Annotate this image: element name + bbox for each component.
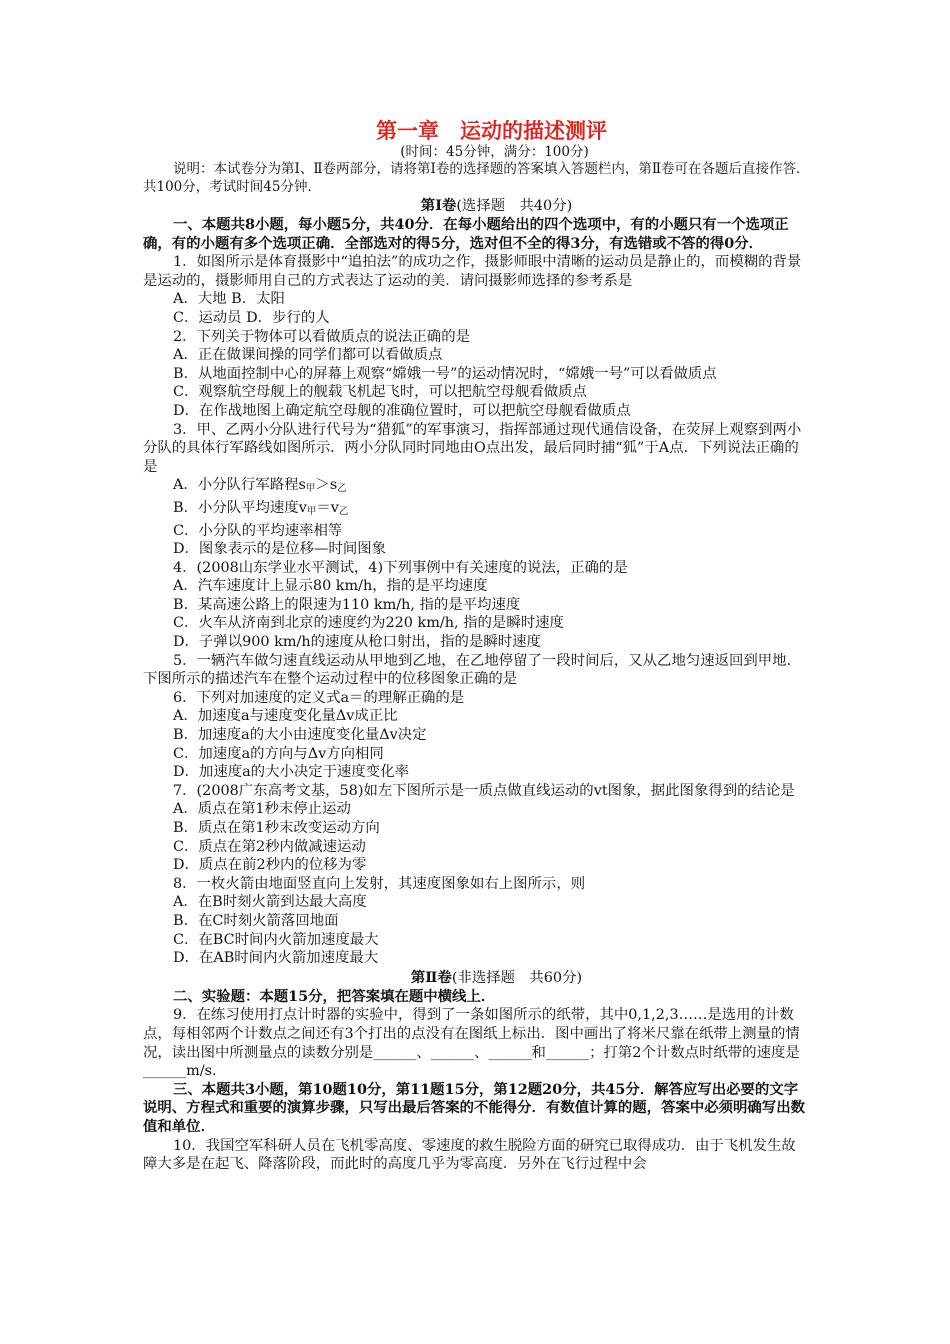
q6-option-b: B．加速度a的大小由速度变化量Δv决定	[173, 727, 427, 744]
q3-option-a: A．小分队行军路程$s_甲>s_乙$	[173, 477, 347, 495]
q10-text: 10．我国空军科研人员在飞机零高度、零速度的救生脱险方面的研究已取得成功．由于飞机发生故障大多是在起飞、降落阶段，而此时的高度几乎为零高度．另外在飞行过程中会	[143, 1137, 796, 1173]
q1-options-ab: A．大地 B．太阳	[173, 291, 285, 308]
q7-option-d: D．质点在前2秒内的位移为零	[173, 857, 367, 874]
q3-option-b: B．小分队平均速度$v_甲=v_乙$	[173, 499, 349, 517]
q4-stem: 4．(2008山东学业水平测试，4)下列事例中有关速度的说法，正确的是	[173, 559, 628, 576]
q7-option-b: B．质点在第1秒末改变运动方向	[173, 820, 380, 836]
part2-heading: 第Ⅱ卷(非选择题 共60分)	[410, 968, 583, 986]
q7-stem: 7．(2008广东高考文基，58)如左下图所示是一质点做直线运动的vt图象，据此图象得到的结论是	[173, 782, 795, 799]
q9-text: 9．在练习使用打点计时器的实验中，得到了一条如图所示的纸带，其中0,1,2,3……是选用的计数点，每相邻两个计数点之间还有3个打出的点没有在图纸上标出．图中画出了将米尺靠在纸带上测量的情况，读出图中所测量点的读数分别是______、______、______和______；打第2个计数点时纸带的速度是______m/s.	[143, 1007, 800, 1080]
q8-option-b: B．在C时刻火箭落回地面	[173, 912, 339, 929]
q7-option-a: A．质点在第1秒末停止运动	[173, 801, 351, 818]
q2-stem: 2．下列关于物体可以看做质点的说法正确的是	[173, 328, 470, 345]
q4-option-d: D．子弹以900 km/h的速度从枪口射出，指的是瞬时速度	[173, 634, 541, 651]
q3-option-d: D．图象表示的是位移—时间图象	[173, 541, 387, 558]
q1-options-cd: C．运动员 D．步行的人	[173, 309, 330, 326]
q3-option-c: C．小分队的平均速率相等	[173, 522, 343, 539]
q7-option-c: C．质点在第2秒内做减速运动	[173, 838, 366, 855]
part1-instructions: 一、本题共8小题，每小题5分，共40分．在每小题给出的四个选项中，有的小题只有一个选项正确，有的小题有多个选项正确．全部选对的得5分，选对但不全的得3分，有选错或不答的得0分．	[143, 216, 789, 252]
q8-option-a: A．在B时刻火箭到达最大高度	[173, 894, 367, 911]
q8-option-d: D．在AB时间内火箭加速度最大	[173, 950, 379, 967]
q2-option-d: D．在作战地图上确定航空母舰的准确位置时，可以把航空母舰看做质点	[173, 402, 631, 419]
q2-option-a: A．正在做课间操的同学们都可以看做质点	[173, 347, 443, 364]
q6-stem: 6．下列对加速度的定义式a＝的理解正确的是	[173, 689, 465, 706]
exam-meta: (时间：45分钟，满分：100分)	[400, 144, 589, 160]
q4-option-b: B．某高速公路上的限速为110 km/h, 指的是平均速度	[173, 596, 521, 613]
section2-heading: 二、实验题：本题15分，把答案填在题中横线上．	[173, 987, 496, 1005]
q1-stem: 1．如图所示是体育摄影中“追拍法”的成功之作，摄影师眼中清晰的运动员是静止的，而模糊的背景是运动的，摄影师用自己的方式表达了运动的美．请问摄影师选择的参考系是	[143, 254, 802, 289]
q4-option-a: A．汽车速度计上显示80 km/h，指的是平均速度	[173, 578, 488, 595]
q3-stem: 3．甲、乙两小分队进行代号为“猎狐”的军事演习，指挥部通过现代通信设备，在荧屏上观察到两小分队的具体行军路线如图所示．两小分队同时同地由O点出发，最后同时捕“狐”于A点．下列说法正确的是	[143, 421, 802, 475]
section3-heading: 三、本题共3小题，第10题10分，第11题15分，第12题20分，共45分．解答应写出必要的文字说明、方程式和重要的演算步骤，只写出最后答案的不能得分．有数值计算的题，答案中必须明确写出数值和单位．	[143, 1080, 805, 1135]
q8-option-c: C．在BC时间内火箭加速度最大	[173, 931, 379, 948]
q4-option-c: C．火车从济南到北京的速度约为220 km/h, 指的是瞬时速度	[173, 615, 564, 632]
q5-stem: 5．一辆汽车做匀速直线运动从甲地到乙地，在乙地停留了一段时间后，又从乙地匀速返回到甲地．下图所示的描述汽车在整个运动过程中的位移图象正确的是	[143, 652, 801, 688]
q8-stem: 8．一枚火箭由地面竖直向上发射，其速度图象如右上图所示，则	[173, 875, 586, 892]
q2-option-c: C．观察航空母舰上的舰载飞机起飞时，可以把航空母舰看做质点	[173, 384, 587, 401]
q6-option-d: D．加速度a的大小决定于速度变化率	[173, 764, 409, 781]
document-page	[143, 118, 810, 1174]
q6-option-c: C．加速度a的方向与Δv方向相同	[173, 745, 384, 762]
q6-option-a: A．加速度a与速度变化量Δv成正比	[173, 708, 398, 725]
part1-heading: 第Ⅰ卷(选择题 共40分)	[420, 197, 573, 214]
page-title: 第一章 运动的描述测评	[376, 118, 607, 143]
q2-option-b: B．从地面控制中心的屏幕上观察“嫦娥一号”的运动情况时，“嫦娥一号”可以看做质点	[173, 365, 717, 382]
exam-note: 说明：本试卷分为第Ⅰ、Ⅱ卷两部分，请将第Ⅰ卷的选择题的答案填入答题栏内，第Ⅱ卷可在各题后直接作答．共100分，考试时间45分钟．	[143, 161, 810, 195]
